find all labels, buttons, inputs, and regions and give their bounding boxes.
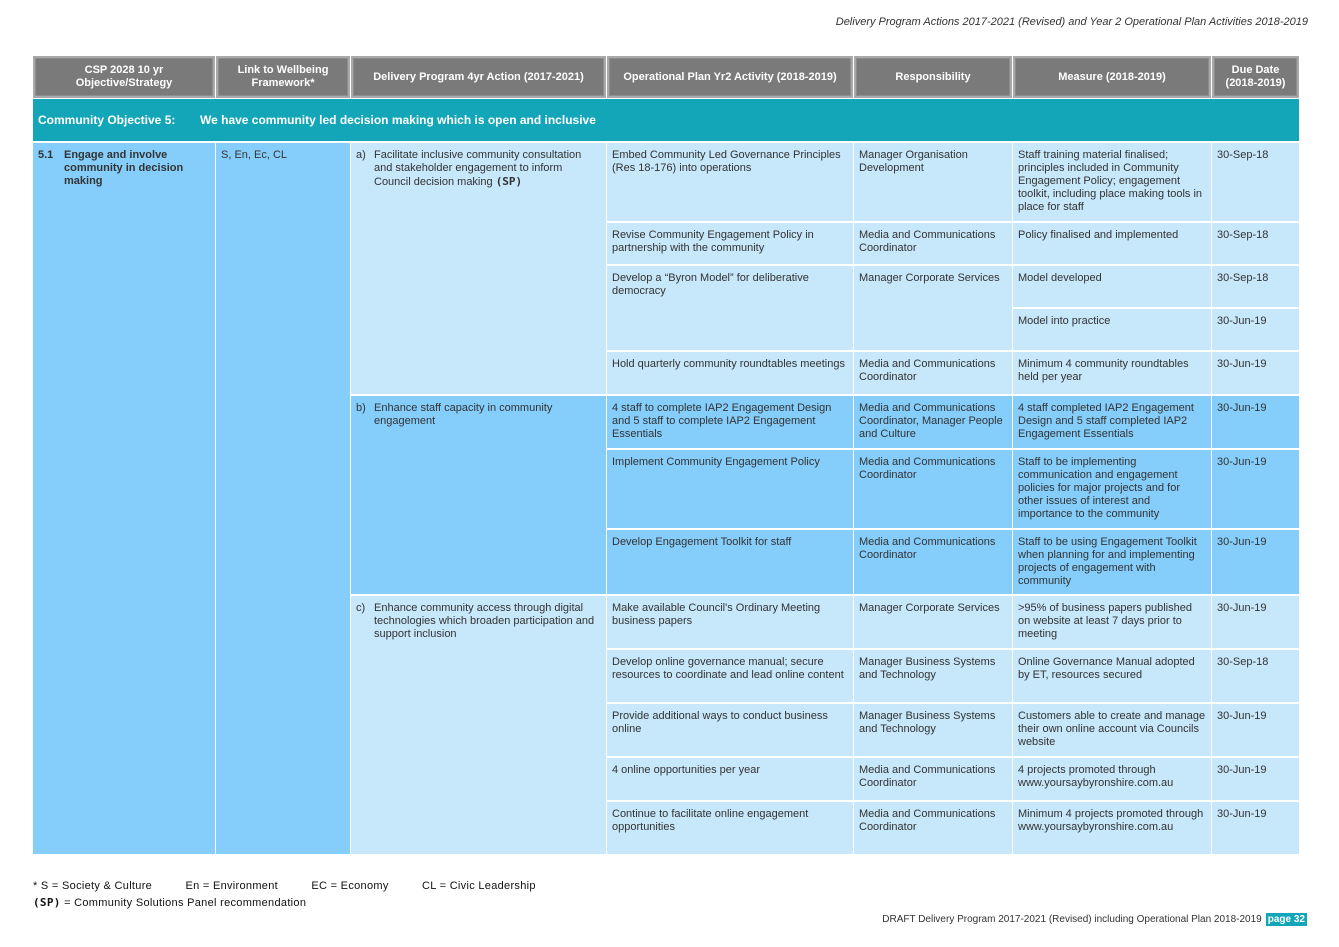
action-letter: c): [356, 602, 366, 614]
measure-cell: Staff training material finalised; principles included in Community Engagement Policy; engagement toolkit, including place making tools in place for staff: [1013, 143, 1211, 221]
responsibility-cell: Media and Communications Coordinator: [854, 450, 1012, 528]
due-date-cell: 30-Sep-18: [1212, 650, 1299, 702]
activity-cell: Hold quarterly community roundtables meetings: [607, 352, 853, 394]
due-date-cell: 30-Jun-19: [1212, 450, 1299, 528]
strategy-cell: [33, 143, 215, 854]
footnote-sp-tag: (SP): [33, 896, 61, 909]
measure-cell: Model developed: [1013, 266, 1211, 307]
footnote-economy: EC = Economy: [311, 880, 389, 892]
col-header-measure: Measure (2018-2019): [1013, 56, 1211, 98]
measure-cell: Online Governance Manual adopted by ET, resources secured: [1013, 650, 1211, 702]
document-header-title: Delivery Program Actions 2017-2021 (Revised) and Year 2 Operational Plan Activities 2018-2019: [835, 16, 1308, 28]
responsibility-cell: Media and Communications Coordinator: [854, 352, 1012, 394]
strategy-number: 5.1: [38, 149, 54, 161]
measure-cell: >95% of business papers published on website at least 7 days prior to meeting: [1013, 596, 1211, 648]
delivery-action-b: [351, 396, 606, 594]
due-date-cell: 30-Jun-19: [1212, 704, 1299, 756]
responsibility-cell: Manager Business Systems and Technology: [854, 704, 1012, 756]
activity-cell: Provide additional ways to conduct business online: [607, 704, 853, 756]
delivery-action-c: [351, 596, 606, 854]
responsibility-cell: Media and Communications Coordinator, Manager People and Culture: [854, 396, 1012, 448]
action-letter: a): [356, 149, 366, 161]
col-header-delivery: Delivery Program 4yr Action (2017-2021): [351, 56, 606, 98]
activity-cell: Make available Council's Ordinary Meeting business papers: [607, 596, 853, 648]
wellbeing-cell: S, En, Ec, CL: [216, 143, 350, 854]
delivery-action-a: [351, 143, 606, 394]
due-date-cell: 30-Jun-19: [1212, 802, 1299, 854]
responsibility-cell: Manager Corporate Services: [854, 596, 1012, 648]
due-date-cell: 30-Sep-18: [1212, 223, 1299, 264]
footnote-environment: En = Environment: [185, 880, 278, 892]
activity-cell: 4 staff to complete IAP2 Engagement Design and 5 staff to complete IAP2 Engagement Essentials: [607, 396, 853, 448]
footnote-sp-text: = Community Solutions Panel recommendation: [64, 897, 307, 909]
col-header-csp: CSP 2028 10 yr Objective/Strategy: [33, 56, 215, 98]
responsibility-cell: Media and Communications Coordinator: [854, 802, 1012, 854]
col-header-responsibility: Responsibility: [854, 56, 1012, 98]
due-date-cell: 30-Jun-19: [1212, 530, 1299, 594]
due-date-cell: 30-Jun-19: [1212, 396, 1299, 448]
activity-cell: Revise Community Engagement Policy in partnership with the community: [607, 223, 853, 264]
measure-cell: Staff to be implementing communication and engagement policies for major projects and for other issues of interest and importance to the community: [1013, 450, 1211, 528]
measure-cell: Minimum 4 community roundtables held per year: [1013, 352, 1211, 394]
activity-cell: Develop Engagement Toolkit for staff: [607, 530, 853, 594]
measure-cell: Staff to be using Engagement Toolkit when planning for and implementing projects of engagement with community: [1013, 530, 1211, 594]
activity-cell: Develop a “Byron Model” for deliberative democracy: [607, 266, 853, 350]
footnote-wellbeing-key: [33, 880, 566, 892]
due-date-cell: 30-Jun-19: [1212, 309, 1299, 350]
due-date-cell: 30-Sep-18: [1212, 143, 1299, 221]
due-date-cell: 30-Jun-19: [1212, 758, 1299, 800]
objective-text: We have community led decision making which is open and inclusive: [200, 112, 596, 127]
activity-cell: Develop online governance manual; secure resources to coordinate and lead online content: [607, 650, 853, 702]
col-header-due: Due Date (2018-2019): [1212, 56, 1299, 98]
measure-cell: Model into practice: [1013, 309, 1211, 350]
responsibility-cell: Media and Communications Coordinator: [854, 223, 1012, 264]
responsibility-cell: Media and Communications Coordinator: [854, 530, 1012, 594]
measure-cell: 4 projects promoted through www.yoursaybyronshire.com.au: [1013, 758, 1211, 800]
responsibility-cell: Manager Business Systems and Technology: [854, 650, 1012, 702]
page-footer: [882, 914, 1307, 925]
strategy-text: Engage and involve community in decision making: [64, 149, 184, 187]
measure-cell: 4 staff completed IAP2 Engagement Design and 5 staff completed IAP2 Engagement Essentials: [1013, 396, 1211, 448]
footnote-civic: CL = Civic Leadership: [422, 880, 536, 892]
activity-cell: 4 online opportunities per year: [607, 758, 853, 800]
due-date-cell: 30-Jun-19: [1212, 596, 1299, 648]
page-number-badge: page 32: [1267, 914, 1305, 925]
community-objective-row: [33, 99, 1299, 141]
col-header-operational: Operational Plan Yr2 Activity (2018-2019): [607, 56, 853, 98]
activity-cell: Implement Community Engagement Policy: [607, 450, 853, 528]
measure-cell: Minimum 4 projects promoted through www.yoursaybyronshire.com.au: [1013, 802, 1211, 854]
measure-cell: Policy finalised and implemented: [1013, 223, 1211, 264]
responsibility-cell: Media and Communications Coordinator: [854, 758, 1012, 800]
due-date-cell: 30-Jun-19: [1212, 352, 1299, 394]
action-text: Enhance staff capacity in community engagement: [374, 402, 553, 427]
due-date-cell: 30-Sep-18: [1212, 266, 1299, 307]
measure-cell: Customers able to create and manage their own online account via Councils website: [1013, 704, 1211, 756]
footnote-sp-key: [33, 896, 336, 909]
sp-tag: (SP): [495, 175, 523, 188]
responsibility-cell: Manager Organisation Development: [854, 143, 1012, 221]
activity-cell: Continue to facilitate online engagement opportunities: [607, 802, 853, 854]
responsibility-cell: Manager Corporate Services: [854, 266, 1012, 350]
action-text: Enhance community access through digital technologies which broaden participation and support inclusion: [374, 602, 595, 640]
footer-text: DRAFT Delivery Program 2017-2021 (Revised) including Operational Plan 2018-2019: [882, 914, 1262, 925]
activity-cell: Embed Community Led Governance Principles (Res 18-176) into operations: [607, 143, 853, 221]
footnote-society: * S = Society & Culture: [33, 880, 153, 892]
objective-label: Community Objective 5:: [38, 112, 176, 127]
action-text: Facilitate inclusive community consultation and stakeholder engagement to inform Council decision making: [374, 149, 582, 188]
action-letter: b): [356, 402, 366, 414]
col-header-wellbeing: Link to Wellbeing Framework*: [216, 56, 350, 98]
